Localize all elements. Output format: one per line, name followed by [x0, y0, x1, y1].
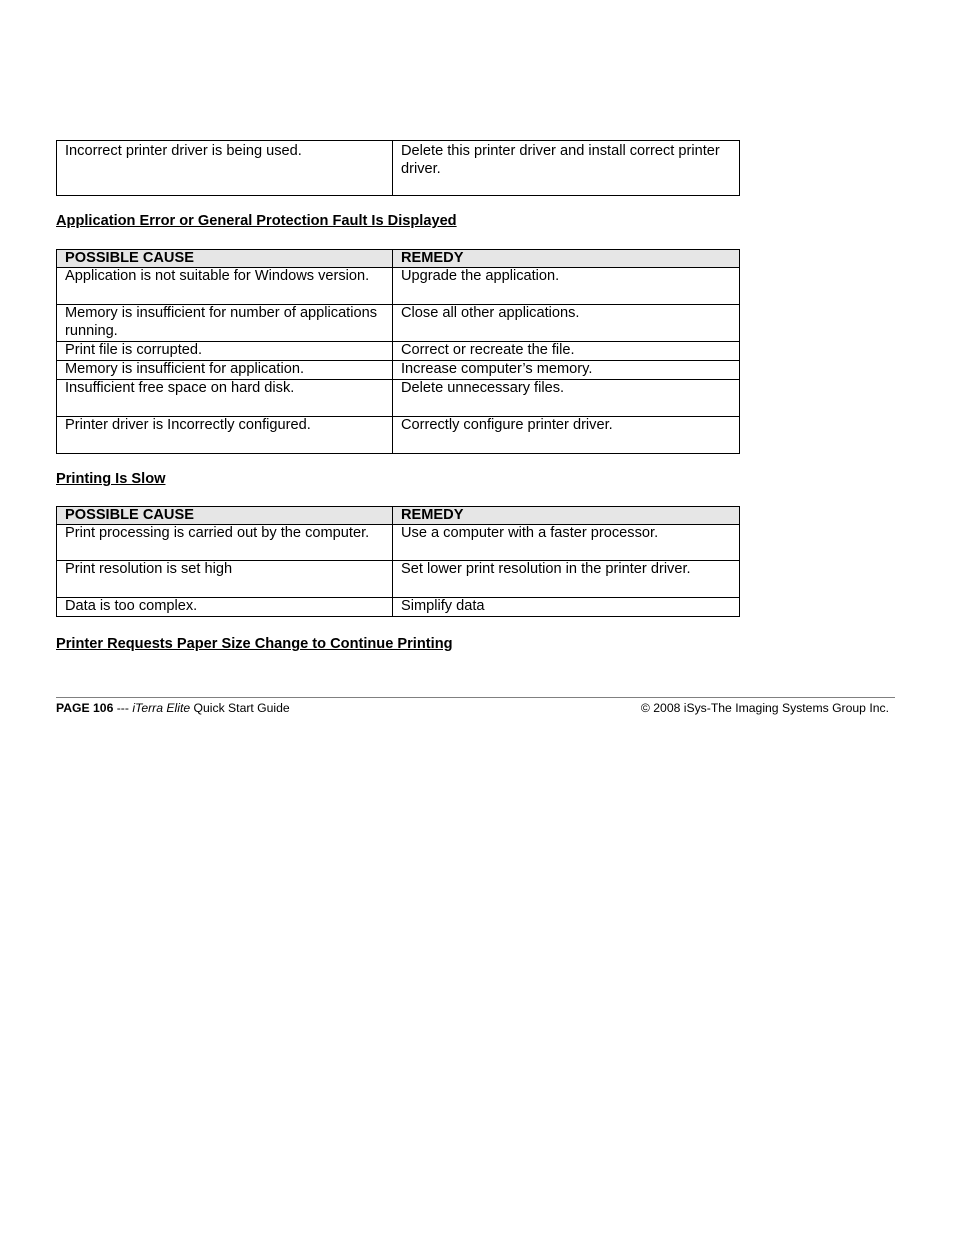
cause-cell: Insufficient free space on hard disk. [57, 379, 393, 416]
cause-cell: Print resolution is set high [57, 561, 393, 598]
footer-copyright: © 2008 iSys-The Imaging Systems Group Inc. [640, 701, 889, 715]
remedy-cell: Set lower print resolution in the printer driver. [393, 561, 740, 598]
remedy-cell: Correctly configure printer driver. [393, 416, 740, 453]
page-number: PAGE 106 [56, 701, 114, 715]
application-error-table [56, 249, 740, 454]
product-name: iTerra Elite [132, 701, 191, 715]
table-row [57, 141, 740, 196]
cause-cell: Memory is insufficient for application. [57, 361, 393, 380]
table-header-row [57, 507, 740, 525]
remedy-cell: Use a computer with a faster processor. [393, 525, 740, 561]
printing-slow-table [56, 506, 740, 617]
table-row [57, 416, 740, 453]
remedy-cell: Simplify data [393, 598, 740, 617]
table-row [57, 342, 740, 361]
remedy-cell: Correct or recreate the file. [393, 342, 740, 361]
cause-cell: Incorrect printer driver is being used. [57, 141, 393, 196]
driver-issue-table [56, 140, 740, 196]
section-heading-paper-size: Printer Requests Paper Size Change to Continue Printing [56, 636, 453, 652]
table-header-row [57, 250, 740, 268]
cause-cell: Printer driver is Incorrectly configured. [57, 416, 393, 453]
footer-page-info [56, 701, 290, 715]
table-row [57, 598, 740, 617]
remedy-cell: Delete this printer driver and install correct printer driver. [393, 141, 740, 196]
remedy-header: REMEDY [393, 250, 740, 268]
table-row [57, 305, 740, 342]
remedy-cell: Close all other applications. [393, 305, 740, 342]
table-row [57, 561, 740, 598]
remedy-cell: Delete unnecessary files. [393, 379, 740, 416]
remedy-header: REMEDY [393, 507, 740, 525]
footer-separator: --- [113, 701, 133, 715]
cause-cell: Memory is insufficient for number of applications running. [57, 305, 393, 342]
footer-divider [56, 697, 895, 698]
possible-cause-header: POSSIBLE CAUSE [57, 250, 393, 268]
cause-cell: Data is too complex. [57, 598, 393, 617]
section-heading-printing-slow: Printing Is Slow [56, 471, 166, 487]
cause-cell: Application is not suitable for Windows version. [57, 268, 393, 305]
possible-cause-header: POSSIBLE CAUSE [57, 507, 393, 525]
cause-cell: Print file is corrupted. [57, 342, 393, 361]
table-row [57, 361, 740, 380]
remedy-cell: Increase computer’s memory. [393, 361, 740, 380]
section-heading-application-error: Application Error or General Protection Fault Is Displayed [56, 213, 457, 229]
remedy-cell: Upgrade the application. [393, 268, 740, 305]
cause-cell: Print processing is carried out by the computer. [57, 525, 393, 561]
guide-title: Quick Start Guide [190, 701, 290, 715]
table-row [57, 379, 740, 416]
table-row [57, 268, 740, 305]
table-row [57, 525, 740, 561]
